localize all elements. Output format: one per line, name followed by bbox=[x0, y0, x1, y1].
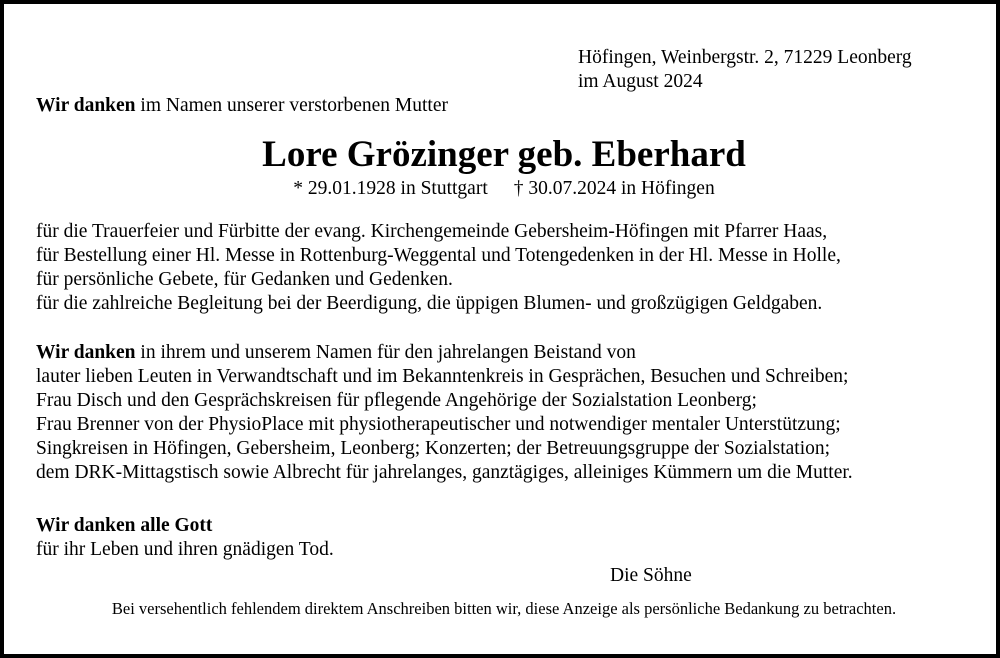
thanks-list bbox=[36, 220, 841, 316]
god-thanks bbox=[36, 514, 334, 562]
date-line: im August 2024 bbox=[578, 71, 703, 92]
support-line: lauter lieben Leuten in Verwandtschaft und im Bekanntenkreis in Gesprächen, Besuchen und Schreiben; bbox=[36, 366, 849, 387]
support-line: dem DRK-Mittagstisch sowie Albrecht für jahrelanges, ganztägiges, alleiniges Kümmern um die Mutter. bbox=[36, 462, 853, 483]
thanks-line: für persönliche Gebete, für Gedanken und Gedenken. bbox=[36, 269, 453, 290]
support-lead: Wir danken bbox=[36, 342, 136, 363]
signature: Die Söhne bbox=[610, 565, 692, 586]
thanks-line: für Bestellung einer Hl. Messe in Rottenburg-Weggental und Totengedenken in der Hl. Messe in Holle, bbox=[36, 245, 841, 266]
death-date: † 30.07.2024 in Höfingen bbox=[513, 178, 715, 199]
support-line: Singkreisen in Höfingen, Gebersheim, Leonberg; Konzerten; der Betreuungsgruppe der Sozialstation; bbox=[36, 438, 831, 459]
intro-lead: Wir danken bbox=[36, 95, 136, 116]
support-first-rest: in ihrem und unserem Namen für den jahrelangen Beistand von bbox=[135, 342, 636, 363]
thanks-line: für die zahlreiche Begleitung bei der Beerdigung, die üppigen Blumen- und großzügigen Geldgaben. bbox=[36, 293, 823, 314]
support-thanks bbox=[36, 341, 853, 485]
footer-note: Bei versehentlich fehlendem direktem Anschreiben bitten wir, diese Anzeige als persönliche Bedankung zu betrachten. bbox=[111, 599, 897, 618]
thanks-line: für die Trauerfeier und Fürbitte der evang. Kirchengemeinde Gebersheim-Höfingen mit Pfarrer Haas, bbox=[36, 221, 828, 242]
support-line: Frau Disch und den Gesprächskreisen für pflegende Angehörige der Sozialstation Leonberg; bbox=[36, 390, 757, 411]
address-line: Höfingen, Weinbergstr. 2, 71229 Leonberg bbox=[578, 47, 912, 68]
support-first-line bbox=[36, 341, 853, 365]
god-thanks-heading: Wir danken alle Gott bbox=[36, 515, 213, 536]
birth-date: * 29.01.1928 in Stuttgart bbox=[293, 178, 488, 199]
deceased-name: Lore Grözinger geb. Eberhard bbox=[262, 134, 746, 175]
intro-line bbox=[36, 94, 448, 118]
life-dates bbox=[4, 178, 1000, 200]
intro-rest: im Namen unserer verstorbenen Mutter bbox=[135, 95, 448, 116]
god-thanks-line: für ihr Leben und ihren gnädigen Tod. bbox=[36, 539, 334, 560]
support-line: Frau Brenner von der PhysioPlace mit physiotherapeutischer und notwendiger mentaler Unterstützung; bbox=[36, 414, 841, 435]
sender-address bbox=[578, 46, 912, 94]
